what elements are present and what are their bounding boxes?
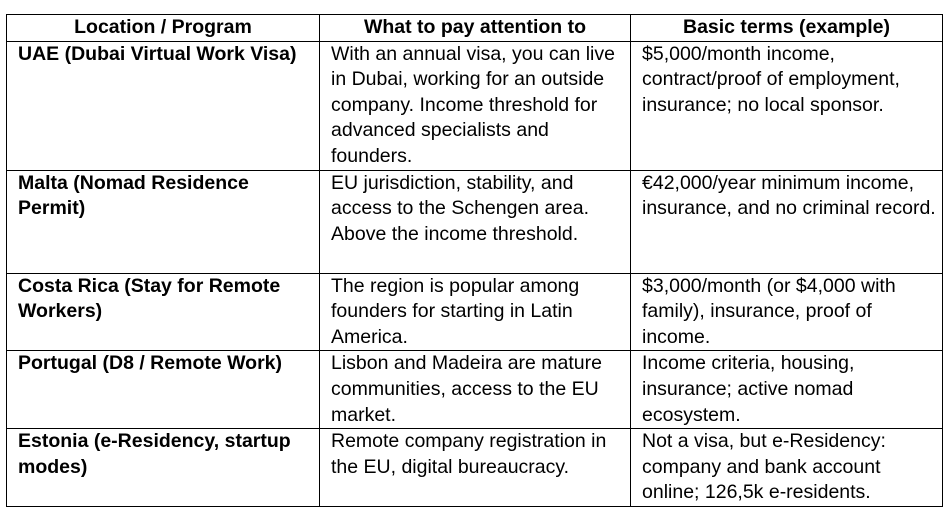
table-row	[7, 41, 943, 170]
terms-cell: Income criteria, housing, insurance; active nomad ecosystem.	[631, 351, 943, 429]
header-row	[7, 15, 943, 42]
terms-cell: €42,000/year minimum income, insurance, and no criminal record.	[631, 170, 943, 273]
header-terms: Basic terms (example)	[631, 15, 943, 42]
attention-cell: Remote company registration in the EU, digital bureaucracy.	[320, 429, 631, 507]
attention-cell: Lisbon and Madeira are mature communities, access to the EU market.	[320, 351, 631, 429]
table-row	[7, 170, 943, 273]
location-cell: Costa Rica (Stay for Remote Workers)	[7, 273, 320, 351]
header-attention: What to pay attention to	[320, 15, 631, 42]
table-row	[7, 273, 943, 351]
location-cell: UAE (Dubai Virtual Work Visa)	[7, 41, 320, 170]
header-location: Location / Program	[7, 15, 320, 42]
terms-cell: Not a visa, but e-Residency: company and bank account online; 126,5k e-residents.	[631, 429, 943, 507]
programs-table	[6, 14, 943, 507]
attention-cell: The region is popular among founders for starting in Latin America.	[320, 273, 631, 351]
attention-cell: With an annual visa, you can live in Dubai, working for an outside company. Income threshold for advanced specialists and founders.	[320, 41, 631, 170]
table-row	[7, 429, 943, 507]
location-cell: Malta (Nomad Residence Permit)	[7, 170, 320, 273]
terms-cell: $5,000/month income, contract/proof of employment, insurance; no local sponsor.	[631, 41, 943, 170]
table-row	[7, 351, 943, 429]
attention-cell: EU jurisdiction, stability, and access to the Schengen area. Above the income threshold.	[320, 170, 631, 273]
terms-cell: $3,000/month (or $4,000 with family), insurance, proof of income.	[631, 273, 943, 351]
location-cell: Estonia (e-Residency, startup modes)	[7, 429, 320, 507]
location-cell: Portugal (D8 / Remote Work)	[7, 351, 320, 429]
